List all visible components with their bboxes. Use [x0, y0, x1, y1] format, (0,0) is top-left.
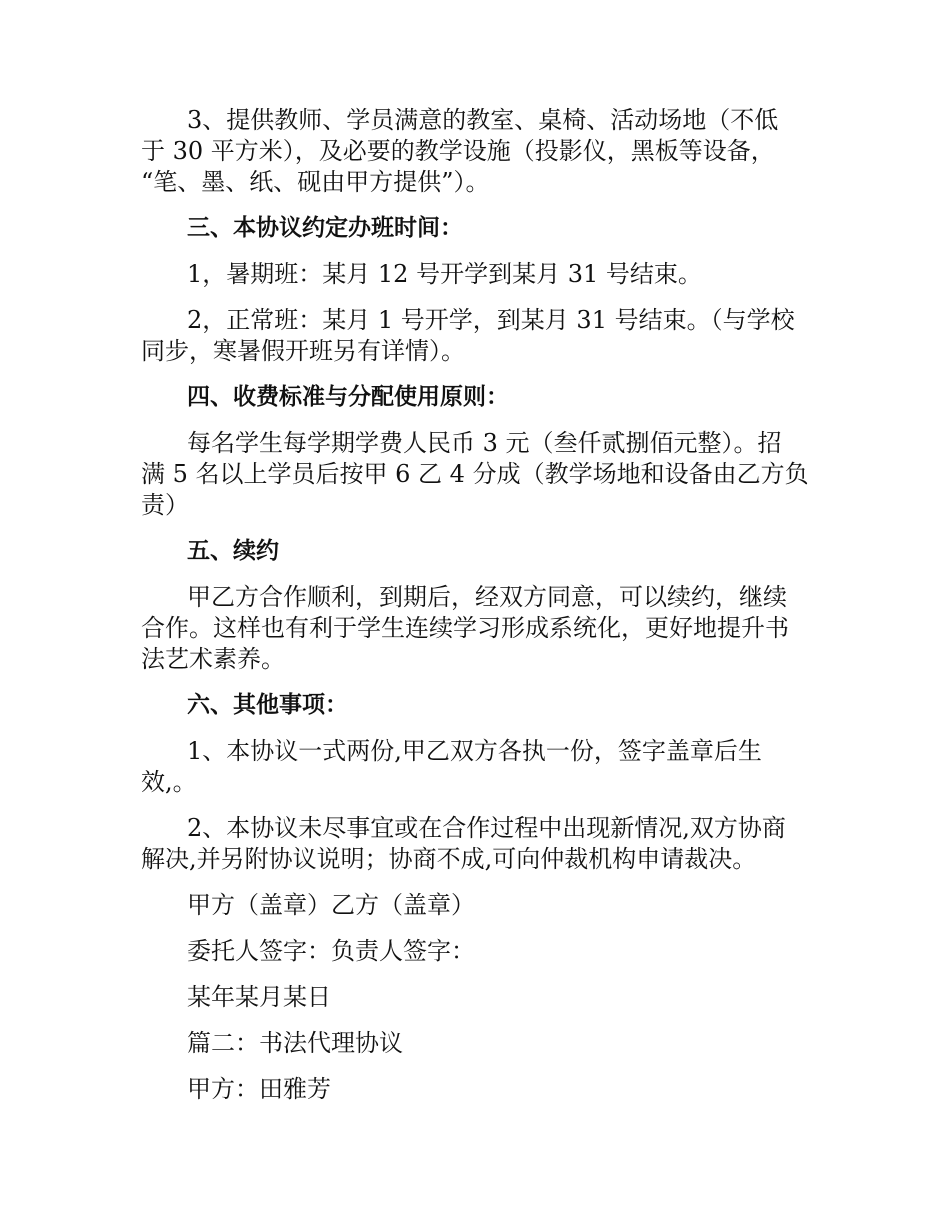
signature-representatives: 委托人签字：负责人签字：	[187, 937, 475, 965]
signature-parties-seal: 甲方（盖章）乙方（盖章）	[187, 891, 475, 919]
signature-date: 某年某月某日	[187, 983, 331, 1011]
section-heading-schedule: 三、本协议约定办班时间：	[187, 215, 463, 241]
section-heading-fees: 四、收费标准与分配使用原则：	[187, 384, 509, 410]
part-two-title: 篇二：书法代理协议	[187, 1029, 403, 1057]
schedule-regular-class: 2，正常班：某月 1 号开学，到某月 31 号结束。（与学校 同步，寒暑假开班另有详情）。	[141, 306, 795, 365]
schedule-summer-class: 1，暑期班：某月 12 号开学到某月 31 号结束。	[187, 260, 702, 288]
clause-3-facilities: 3、提供教师、学员满意的教室、桌椅、活动场地（不低 于 30 平方米），及必要的教学设施（投影仪，黑板等设备， “笔、墨、纸、砚由甲方提供”）。	[141, 106, 779, 196]
fees-paragraph: 每名学生每学期学费人民币 3 元（叁仟贰捌佰元整）。招 满 5 名以上学员后按甲 6 乙 4 分成（教学场地和设备由乙方负 责）	[141, 429, 809, 519]
party-a-name: 甲方：田雅芳	[187, 1075, 331, 1103]
other-matters-item-2: 2、本协议未尽事宜或在合作过程中出现新情况,双方协商 解决,并另附协议说明；协商不成,可向仲裁机构申请裁决。	[141, 814, 786, 873]
other-matters-item-1: 1、本协议一式两份,甲乙双方各执一份，签字盖章后生 效,。	[141, 737, 762, 796]
section-heading-renewal: 五、续约	[187, 538, 279, 564]
document-body	[141, 105, 811, 1120]
section-heading-other-matters: 六、其他事项：	[187, 692, 348, 718]
renewal-paragraph: 甲乙方合作顺利，到期后，经双方同意，可以续约，继续 合作。这样也有利于学生连续学习形成系统化，更好地提升书 法艺术素养。	[141, 583, 789, 673]
